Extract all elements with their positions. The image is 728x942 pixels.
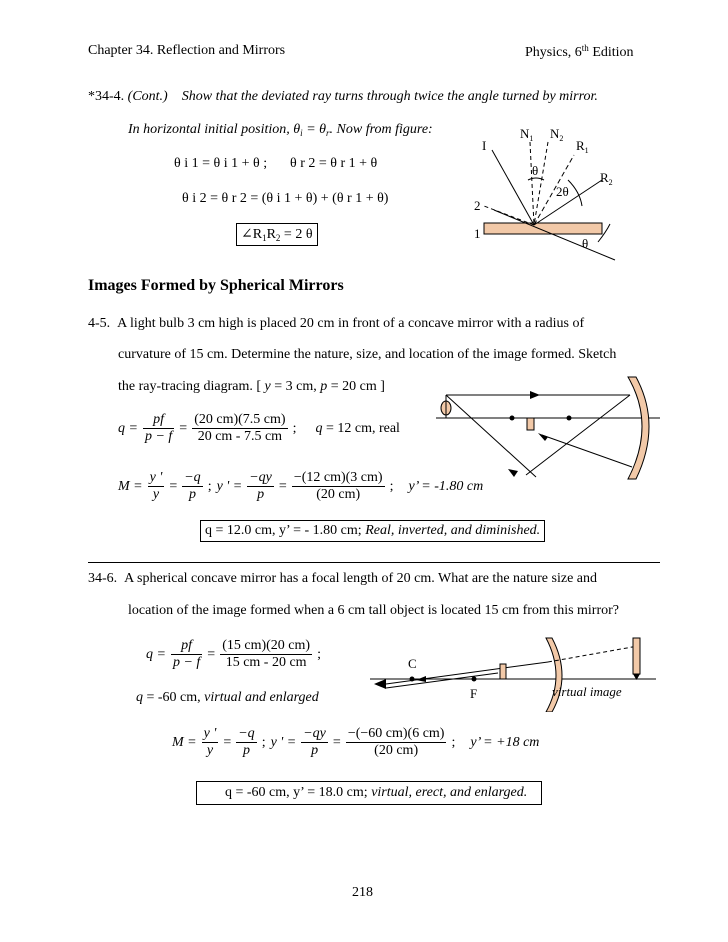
ray-extension-34-6 (548, 646, 638, 662)
concave-mirror-ray-diagram-34-6 (368, 632, 660, 712)
mirror-horizontal (484, 223, 602, 234)
equation-m-4-5: M = $\frac{y '}{y}$ = $\frac{-q}{p}$ ; y ' = $\frac{-qy}{p}$ = $\frac{-(12 cm)(3 cm)}{(20 cm)}$ ; y’ = -1.80 cm (118, 470, 484, 502)
arrow-parallel (530, 391, 540, 399)
problem-4-5-line3: the ray-tracing diagram. [ y = 3 cm, p = 20 cm ] (118, 379, 385, 394)
dashed-line-2 (484, 206, 534, 225)
equation-theta-i2: θ i 2 = θ r 2 = (θ i 1 + θ) + (θ r 1 + θ) (182, 191, 389, 206)
problem-4-5-line2: curvature of 15 cm. Determine the nature, size, and location of the image formed. Sketch (118, 347, 617, 362)
label-C-34-6: C (408, 656, 417, 671)
arrow-returning (538, 433, 548, 441)
arc-two-theta (568, 180, 582, 206)
label-theta-bottom: θ (582, 236, 589, 251)
concave-mirror (628, 377, 649, 479)
problem-34-4-line1: In horizontal initial position, $\theta_i = \theta_r$. Now from figure: (128, 122, 433, 138)
arrow-reflected (508, 469, 518, 477)
section-title: Images Formed by Spherical Mirrors (88, 277, 344, 294)
point-F (567, 416, 572, 421)
label-F-34-6: F (470, 686, 478, 701)
equation-q-4-5: q = $\frac{pf}{p - f}$ = $\frac{(20 cm)(7.5 cm)}{20 cm - 7.5 cm}$ ; q = 12 cm, real (118, 412, 400, 444)
point-F-34-6 (472, 677, 477, 682)
concave-mirror-34-6 (546, 638, 562, 712)
ray-through-center (446, 395, 536, 477)
ray-incident (492, 150, 534, 225)
normal-n2 (534, 142, 548, 225)
problem-34-6-line2: location of the image formed when a 6 cm tall object is located 15 cm from this mirror? (128, 603, 620, 618)
label-two-theta: 2θ (556, 184, 569, 199)
point-C (510, 416, 515, 421)
label-theta: θ (532, 163, 539, 178)
result-box-4-5: q = 12.0 cm, y’ = - 1.80 cm; Real, inverted, and diminished. (200, 520, 545, 542)
image-inverted (527, 418, 534, 430)
equation-q-34-6: q = $\frac{pf}{p - f}$ = $\frac{(15 cm)(20 cm)}{15 cm - 20 cm}$ ; (146, 638, 321, 670)
problem-34-6-line1: 34-6. A spherical concave mirror has a focal length of 20 cm. What are the nature size and (88, 571, 597, 586)
label-R1: $R_1$ (576, 138, 589, 155)
result-box-34-6: q = -60 cm, y’ = 18.0 cm; virtual, erect, and enlarged. (196, 781, 542, 805)
ray-lower-34-6 (386, 673, 498, 688)
header-chapter: Chapter 34. Reflection and Mirrors (88, 43, 286, 58)
ray-returning (542, 435, 632, 467)
label-R2: $R_2$ (600, 170, 613, 187)
equation-theta-r2: θ r 2 = θ r 1 + θ (290, 156, 378, 171)
concave-mirror-ray-diagram-4-5 (432, 375, 662, 485)
virtual-image-34-6 (633, 638, 640, 674)
label-N1: $N_1$ (520, 126, 534, 143)
normal-n1 (530, 142, 534, 225)
label-virtual-image: virtual image (552, 684, 622, 699)
equation-m-34-6: M = $\frac{y '}{y}$ = $\frac{-q}{p}$ ; y ' = $\frac{-qy}{p}$ = $\frac{-(-60 cm)(6 cm)}{(20 cm)}$ ; y’ = +18 cm (172, 726, 540, 758)
mirror-rotation-diagram (470, 120, 650, 270)
label-I: I (482, 138, 487, 153)
label-1: 1 (474, 226, 481, 241)
label-N2: $N_2$ (550, 126, 564, 143)
header-book: Physics, 6th Edition (525, 43, 634, 60)
result-box-34-4: $\angle R_1R_2 = 2$ θ (236, 223, 318, 246)
page-number: 218 (352, 885, 373, 900)
problem-34-4-statement: *34-4. (Cont.) Show that the deviated ray turns through twice the angle turned by mirror. (88, 89, 598, 104)
label-2: 2 (474, 198, 481, 213)
arrow-left-34-6 (374, 679, 386, 689)
problem-4-5-line1: 4-5. A light bulb 3 cm high is placed 20 cm in front of a concave mirror with a radius of (88, 316, 585, 331)
problem-34-6-q-result: q = -60 cm, virtual and enlarged (136, 690, 319, 705)
mirror-rotated (494, 210, 615, 260)
divider (88, 562, 660, 563)
equation-theta-i1: θ i 1 = θ i 1 + θ ; (174, 156, 268, 171)
object-34-6 (500, 664, 506, 679)
